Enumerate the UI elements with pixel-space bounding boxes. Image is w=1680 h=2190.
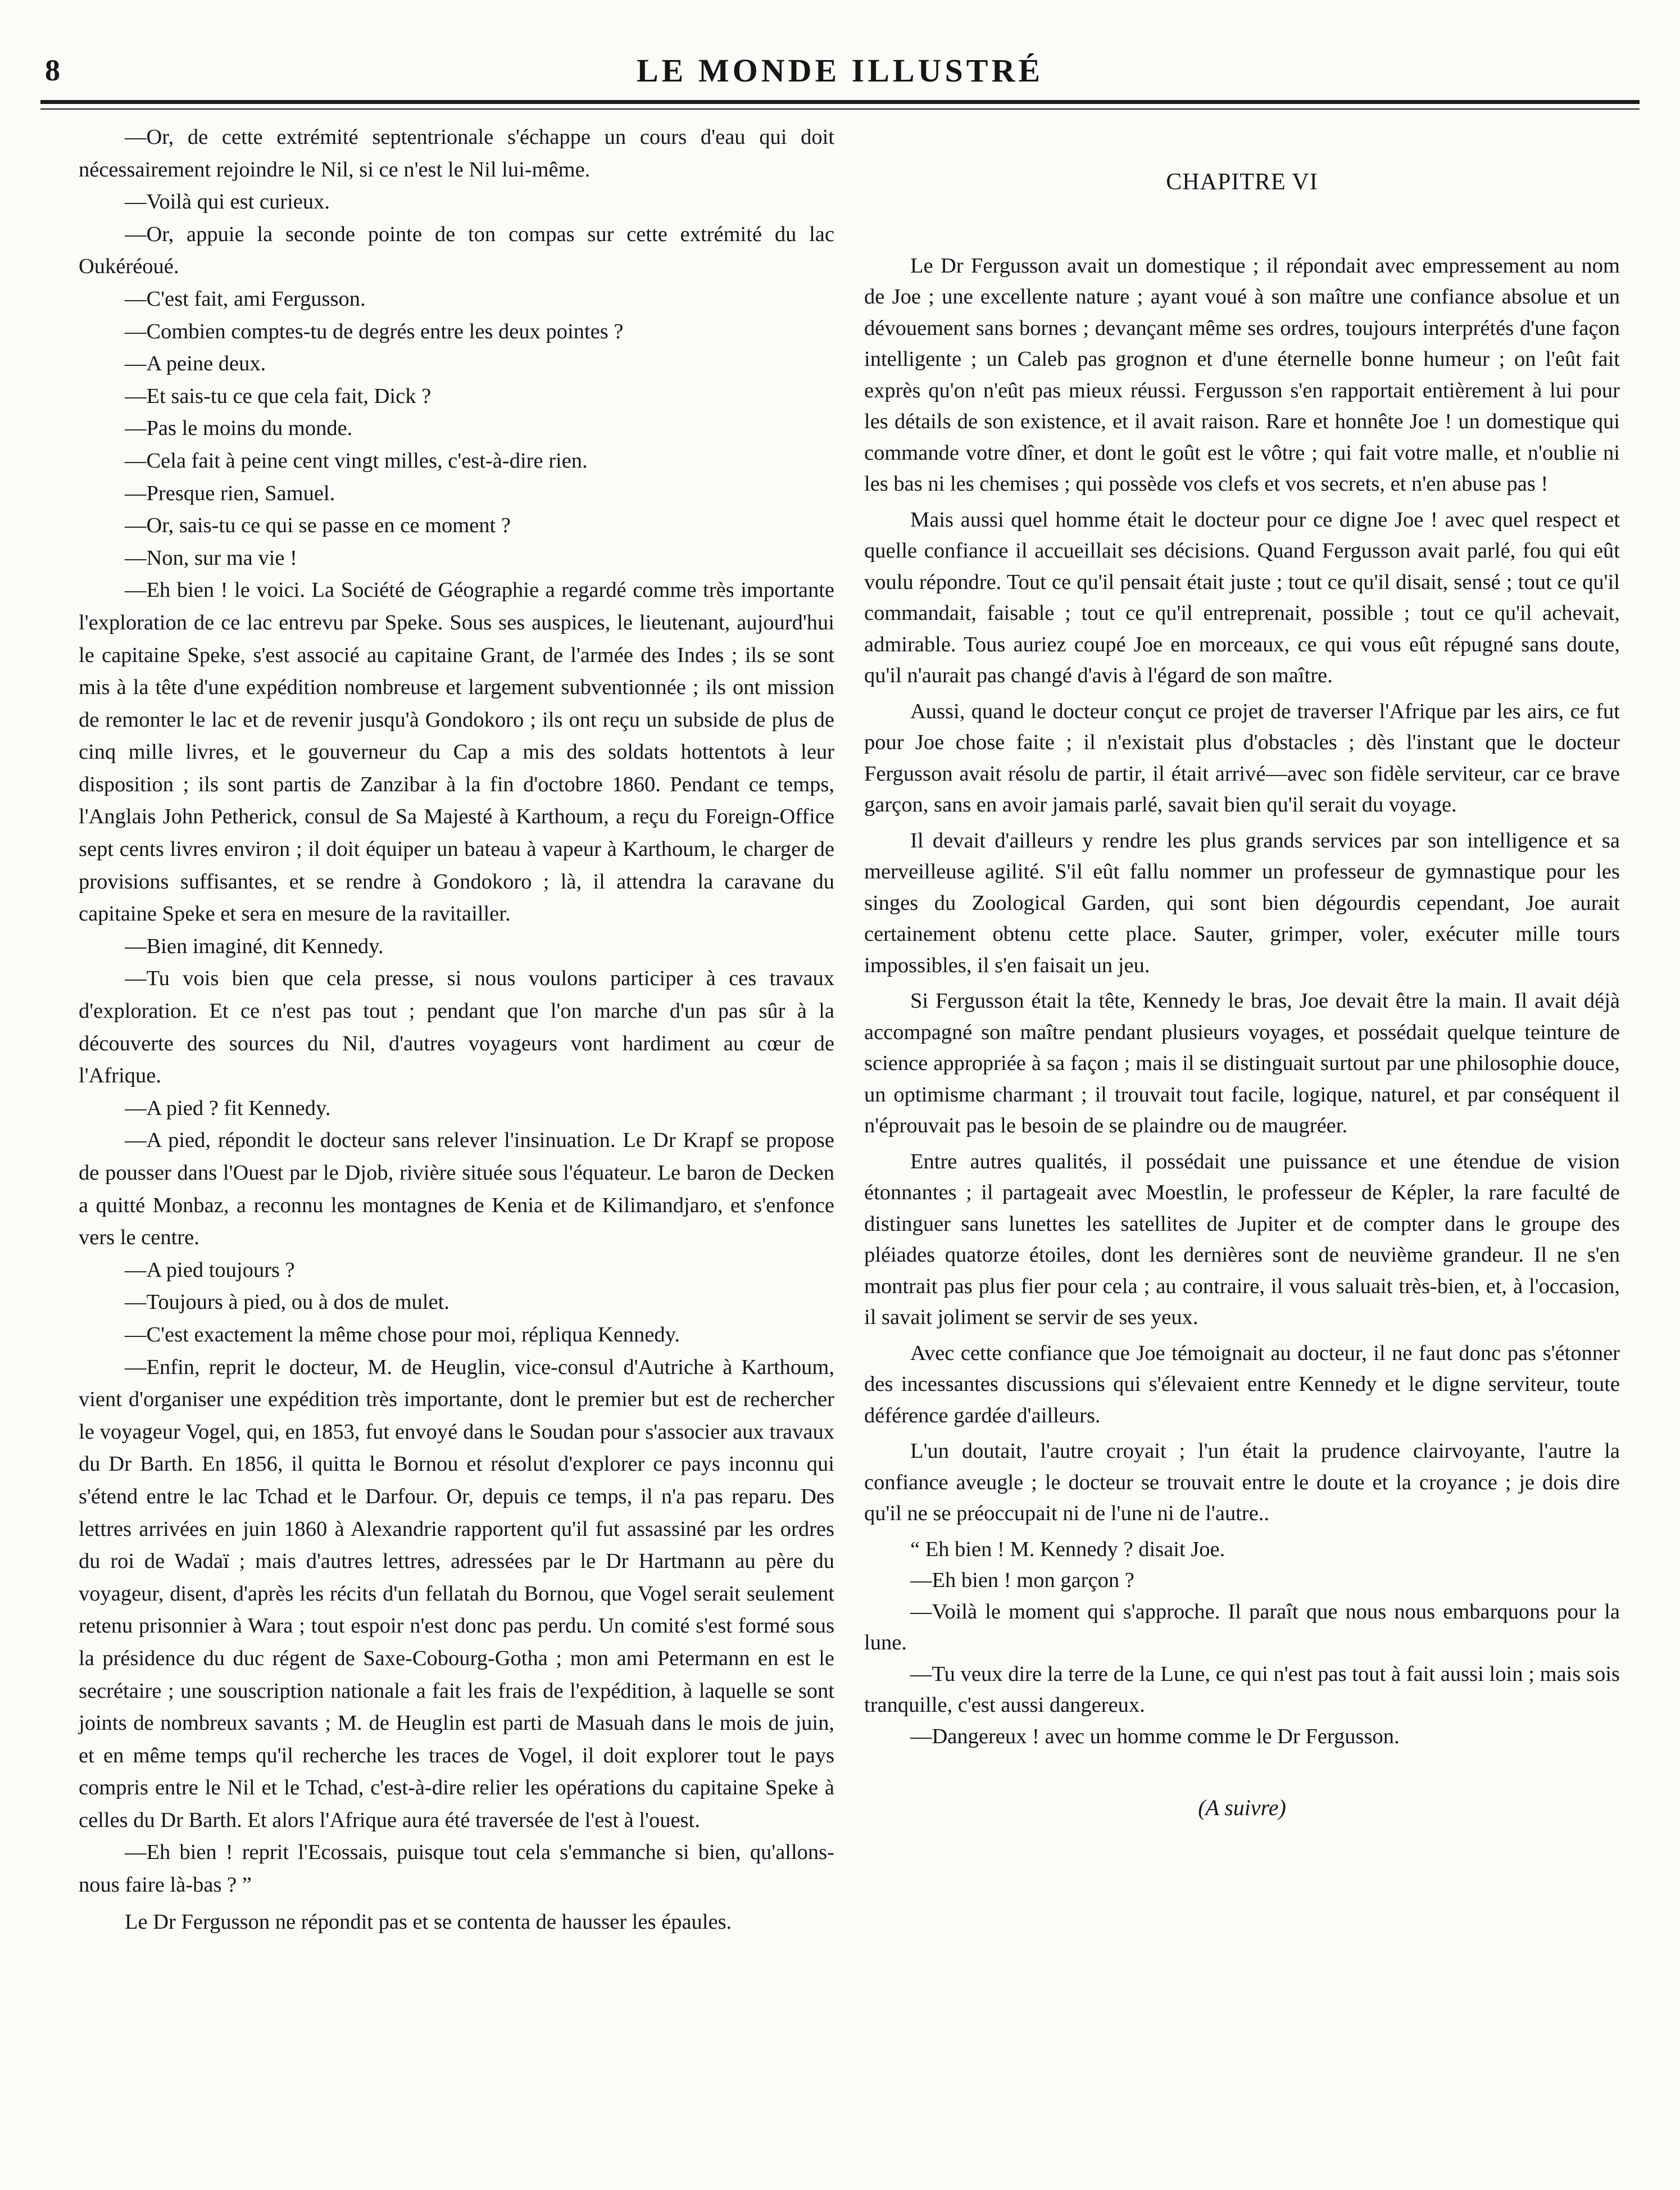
paragraph: —Tu vois bien que cela presse, si nous voulons participer à ces travaux d'exploration. Et ce n'est pas tout ; pendant que l'on marche d'un pas sûr à la découverte des sources du Nil, d'autres voyageurs vont hardiment au cœur de l'Afrique. bbox=[79, 967, 834, 1088]
paragraph: L'un doutait, l'autre croyait ; l'un était la prudence clairvoyante, l'autre la confiance aveugle ; le docteur se trouvait entre le doute et la croyance ; je dois dire qu'il ne se préoccupait ni de l'une ni de l'autre.. bbox=[864, 1439, 1620, 1526]
left-column bbox=[79, 121, 834, 1938]
paragraph: Mais aussi quel homme était le docteur pour ce digne Joe ! avec quel respect et quelle confiance il accueillait ses décisions. Quand Fergusson avait parlé, fou qui eût voulu répondre. Tout ce qu'il pensait était juste ; tout ce qu'il disait, sensé ; tout ce qu'il commandait, faisable ; tout ce qu'il entreprenait, possible ; tout ce qu'il achevait, admirable. Tous auriez coupé Joe en morceaux, ce qui vous eût répugné sans doute, qu'il n'aurait pas changé d'avis à l'égard de son maître. bbox=[864, 507, 1620, 688]
paragraph: —Presque rien, Samuel. bbox=[125, 481, 335, 505]
to-be-continued: (A suivre) bbox=[1198, 1795, 1286, 1821]
paragraph: Il devait d'ailleurs y rendre les plus grands services par son intelligence et sa merveilleuse agilité. S'il eût fallu nommer un professeur de gymnastique pour les singes du Zoological Garden, qui sont bien dégourdis cependant, Joe aurait certainement obtenu cette place. Sauter, grimper, voler, exécuter mille tours impossibles, il s'en faisait un jeu. bbox=[864, 828, 1620, 977]
paragraph: —Cela fait à peine cent vingt milles, c'est-à-dire rien. bbox=[125, 448, 588, 473]
paragraph: —A pied toujours ? bbox=[125, 1258, 295, 1282]
right-column bbox=[864, 166, 1620, 1824]
paragraph: —Eh bien ! le voici. La Société de Géographie a regardé comme très importante l'exploration de ce lac entrevu par Speke. Sous ses auspices, le lieutenant, aujourd'hui le capitaine Speke, s'est associé au capitaine Grant, de l'armée des Indes ; ils se sont mis à la tête d'une expédition nombreuse et largement subventionnée ; ils ont mission de remonter le lac et de revenir jusqu'à Gondokoro ; ils ont reçu un subside de plus de cinq mille livres, et le gouverneur du Cap a mis des soldats hottentots à leur disposition ; ils sont partis de Zanzibar à la fin d'octobre 1860. Pendant ce temps, l'Anglais John Petherick, consul de Sa Majesté à Karthoum, a reçu du Foreign-Office sept cents livres environ ; il doit équiper un bateau à vapeur à Karthoum, le charger de provisions suffisantes, et se rendre à Gondokoro ; là, il attendra la caravane du capitaine Speke et sera en mesure de la ravitailler. bbox=[79, 578, 834, 926]
paragraph: —Dangereux ! avec un homme comme le Dr Fergusson. bbox=[910, 1724, 1400, 1748]
paragraph: —Non, sur ma vie ! bbox=[125, 546, 297, 570]
paragraph: —Voilà qui est curieux. bbox=[125, 190, 330, 214]
paragraph: Le Dr Fergusson ne répondit pas et se contenta de hausser les épaules. bbox=[125, 1910, 732, 1934]
paragraph: —Voilà le moment qui s'approche. Il paraît que nous nous embarquons pour la lune. bbox=[864, 1599, 1620, 1655]
paragraph: —Eh bien ! mon garçon ? bbox=[910, 1568, 1134, 1593]
paragraph: —A peine deux. bbox=[125, 352, 266, 376]
paragraph: —Toujours à pied, ou à dos de mulet. bbox=[125, 1290, 449, 1314]
paragraph: —A pied, répondit le docteur sans relever l'insinuation. Le Dr Krapf se propose de pousser dans l'Ouest par le Djob, rivière située sous l'équateur. Le baron de Decken a quitté Monbaz, a reconnu les montagnes de Kenia et de Kilimandjaro, et s'enfonce vers le centre. bbox=[79, 1128, 834, 1250]
paragraph: —Tu veux dire la terre de la Lune, ce qui n'est pas tout à fait aussi loin ; mais sois tranquille, c'est aussi dangereux. bbox=[864, 1662, 1620, 1717]
paragraph: Avec cette confiance que Joe témoignait au docteur, il ne faut donc pas s'étonner des incessantes discussions qui s'élevaient entre Kennedy et le digne serviteur, toute déférence gardée d'ailleurs. bbox=[864, 1341, 1620, 1427]
header-rule bbox=[40, 100, 1640, 104]
paragraph: Aussi, quand le docteur conçut ce projet de traverser l'Afrique par les airs, ce fut pour Joe chose faite ; il n'existait plus d'obstacles ; dès l'instant que le docteur Fergusson avait résolu de partir, il était arrivé—avec son fidèle serviteur, car ce brave garçon, sans en avoir jamais parlé, savait bien qu'il serait du voyage. bbox=[864, 699, 1620, 817]
paragraph: “ Eh bien ! M. Kennedy ? disait Joe. bbox=[910, 1537, 1225, 1561]
page-number: 8 bbox=[45, 53, 60, 87]
paragraph: —Enfin, reprit le docteur, M. de Heuglin, vice-consul d'Autriche à Karthoum, vient d'organiser une expédition très importante, dont le premier but est de rechercher le voyageur Vogel, qui, en 1853, fut envoyé dans le Soudan pour s'associer aux travaux du Dr Barth. En 1856, il quitta le Bornou et résolut d'explorer ce pays inconnu qui s'étend entre le lac Tchad et le Darfour. Or, depuis ce temps, il n'a pas reparu. Des lettres arrivées en juin 1860 à Alexandrie rapportent qu'il fut assassiné par les ordres du roi de Wadaï ; mais d'autres lettres, adressées par le Dr Hartmann au père du voyageur, disent, d'après les récits d'un fellatah du Bornou, que Vogel serait seulement retenu prisonnier à Wara ; tout espoir n'est donc pas perdu. Un comité s'est formé sous la présidence du duc régent de Saxe-Cobourg-Gotha ; mon ami Petermann en est le secrétaire ; une souscription nationale a fait les frais de l'expédition, à laquelle se sont joints de nombreux savants ; M. de Heuglin est parti de Masuah dans le mois de juin, et en même temps qu'il recherche les traces de Vogel, il doit explorer tout le pays compris entre le Nil et le Tchad, c'est-à-dire relier les opérations du capitaine Speke à celles du Dr Barth. Et alors l'Afrique aura été traversée de l'est à l'ouest. bbox=[79, 1355, 834, 1832]
paragraph: —Combien comptes-tu de degrés entre les deux pointes ? bbox=[125, 319, 624, 343]
paragraph: —C'est exactement la même chose pour moi, répliqua Kennedy. bbox=[125, 1322, 680, 1346]
paragraph: —Et sais-tu ce que cela fait, Dick ? bbox=[125, 384, 432, 408]
paragraph: —A pied ? fit Kennedy. bbox=[125, 1096, 331, 1120]
paragraph: Entre autres qualités, il possédait une puissance et une étendue de vision étonnantes ; il partageait avec Moestlin, le professeur de Képler, la rare faculté de distinguer sans lunettes les satellites de Jupiter et de compter dans le groupe des pléiades quatorze étoiles, dont les dernières sont de neuvième grandeur. Il ne s'en montrait pas plus fier pour cela ; au contraire, il vous saluait très-bien, et, à l'occasion, il savait joliment se servir de ses yeux. bbox=[864, 1149, 1620, 1330]
paragraph: —Pas le moins du monde. bbox=[125, 416, 353, 441]
header-rule-thin bbox=[40, 108, 1640, 110]
paragraph: —C'est fait, ami Fergusson. bbox=[125, 287, 366, 311]
chapter-title: CHAPITRE VI bbox=[1166, 169, 1318, 195]
paragraph: —Or, sais-tu ce qui se passe en ce moment ? bbox=[125, 514, 511, 538]
paragraph: Si Fergusson était la tête, Kennedy le bras, Joe devait être la main. Il avait déjà accompagné son maître pendant plusieurs voyages, et possédait quelque teinture de science appropriée à sa façon ; mais il se distinguait surtout par une philosophie douce, un optimisme charmant ; il trouvait tout facile, logique, naturel, et par conséquent il n'éprouvait pas le besoin de se plaindre ou de maugréer. bbox=[864, 989, 1620, 1138]
paragraph: —Bien imaginé, dit Kennedy. bbox=[125, 934, 384, 958]
paragraph: —Or, de cette extrémité septentrionale s'échappe un cours d'eau qui doit nécessairement rejoindre le Nil, si ce n'est le Nil lui-même. bbox=[79, 125, 834, 182]
paragraph: Le Dr Fergusson avait un domestique ; il répondait avec empressement au nom de Joe ; une excellente nature ; ayant voué à son maître une confiance absolue et un dévouement sans bornes ; devançant même ses ordres, toujours interprétés d'une façon intelligente ; un Caleb pas grognon et d'une éternelle bonne humeur ; on l'eût fait exprès qu'on n'eût pas mieux réussi. Fergusson s'en rapportait entièrement à lui pour les détails de son existence, et il avait raison. Rare et honnête Joe ! un domestique qui commande votre dîner, et dont le goût est le vôtre ; qui fait votre malle, et n'oublie ni les bas ni les chemises ; qui possède vos clefs et vos secrets, et n'en abuse pas ! bbox=[864, 253, 1620, 496]
paragraph: —Or, appuie la seconde pointe de ton compas sur cette extrémité du lac Oukéréoué. bbox=[79, 222, 834, 279]
paragraph: —Eh bien ! reprit l'Ecossais, puisque tout cela s'emmanche si bien, qu'allons-nous faire là-bas ? ” bbox=[79, 1840, 834, 1897]
masthead-title: LE MONDE ILLUSTRÉ bbox=[636, 52, 1044, 89]
